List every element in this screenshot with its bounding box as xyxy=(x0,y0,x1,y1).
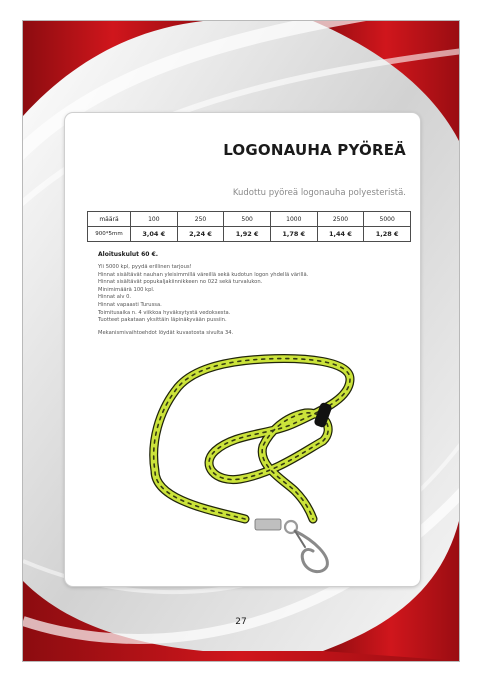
note-line: Tuotteet pakataan yksittäin läpinäkyvään pussiin. xyxy=(98,317,227,324)
footer-note: Mekanismivaihtoehdot löydät kuvastosta sivulta 34. xyxy=(98,329,234,336)
page-title: LOGONAUHA PYÖREÄ xyxy=(223,141,406,159)
price-cell: 1,28 € xyxy=(364,227,411,242)
note-line: Hinnat sisältävät nauhan yleisimmillä väreillä sekä kudotun logon yhdellä värillä. xyxy=(98,271,309,278)
quantity-cell: 500 xyxy=(224,212,271,227)
note-line: Hinnat vapaasti Turussa. xyxy=(98,301,162,308)
price-table xyxy=(87,211,411,242)
lanyard-photo xyxy=(145,351,360,576)
price-cell: 1,78 € xyxy=(270,227,317,242)
content-card xyxy=(65,113,420,586)
price-cell: 3,04 € xyxy=(131,227,178,242)
note-line: Hinnat alv 0. xyxy=(98,294,132,301)
page xyxy=(22,20,460,662)
snap-hook xyxy=(295,531,327,572)
quantity-cell: 1000 xyxy=(270,212,317,227)
quantity-header: määrä xyxy=(88,212,131,227)
crimp-sleeve xyxy=(255,519,281,530)
price-cell: 2,24 € xyxy=(177,227,224,242)
note-line: Hinnat sisältävät popukaljakiinnikkeen no 022 sekä turvalukon. xyxy=(98,279,263,286)
quantity-cell: 5000 xyxy=(364,212,411,227)
quantity-cell: 250 xyxy=(177,212,224,227)
price-cell: 1,92 € xyxy=(224,227,271,242)
quantity-row xyxy=(88,212,411,227)
size-label: 900*5mm xyxy=(88,227,131,242)
product-subtitle: Kudottu pyöreä logonauha polyesteristä. xyxy=(232,188,406,198)
page-number: 27 xyxy=(235,617,247,627)
setup-cost: Aloituskulut 60 €. xyxy=(98,251,159,258)
note-line: Minimimäärä 100 kpl. xyxy=(98,286,155,293)
quantity-cell: 2500 xyxy=(317,212,364,227)
notes-block xyxy=(98,264,398,337)
price-row xyxy=(88,227,411,242)
note-line: Yli 5000 kpl, pyydä erillinen tarjous! xyxy=(98,264,192,270)
note-line: Toimitusaika n. 4 viikkoa hyväksytystä vedoksesta. xyxy=(98,309,231,316)
quantity-cell: 100 xyxy=(131,212,178,227)
price-cell: 1,44 € xyxy=(317,227,364,242)
